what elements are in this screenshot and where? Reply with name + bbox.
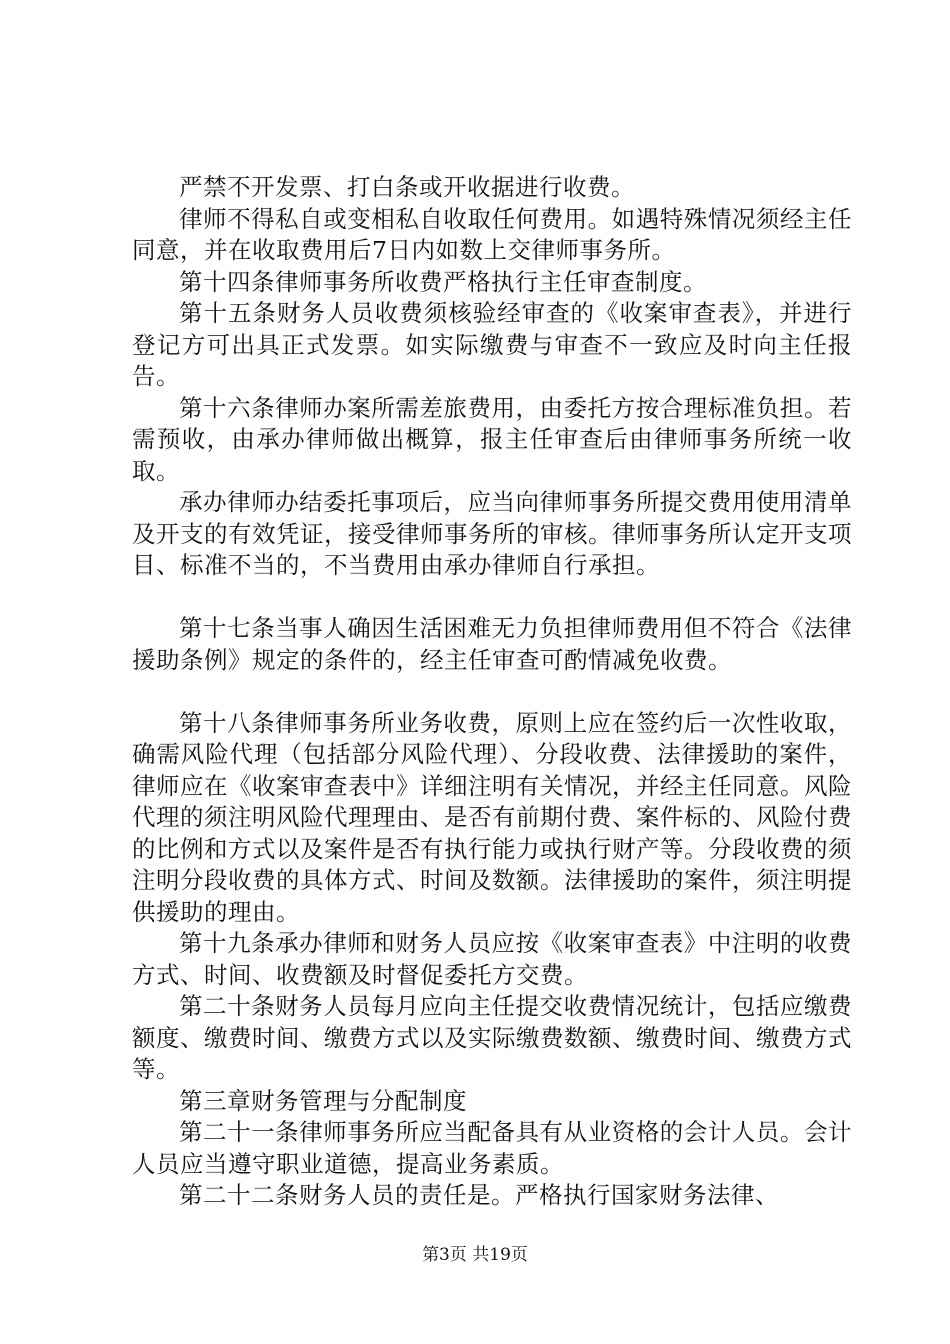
chapter-3-heading: 第三章财务管理与分配制度 [179,1086,467,1115]
paragraph-article-15: 第十五条财务人员收费须核验经审查的《收案审查表》，并进行登记方可出具正式发票。如实际缴费与审查不一致应及时向主任报告。 [132,299,852,390]
page-number-footer: 第3页 共19页 [422,1245,528,1265]
paragraph-expense-settlement: 承办律师办结委托事项后，应当向律师事务所提交费用使用清单及开支的有效凭证，接受律师事务所的审核。律师事务所认定开支项目、标准不当的，不当费用由承办律师自行承担。 [132,488,852,579]
paragraph-no-receipt-ban: 严禁不开发票、打白条或开收据进行收费。 [179,173,635,201]
paragraph-article-19: 第十九条承办律师和财务人员应按《收案审查表》中注明的收费方式、时间、收费额及时督促委托方交费。 [132,929,852,989]
paragraph-article-21: 第二十一条律师事务所应当配备具有从业资格的会计人员。会计人员应当遵守职业道德，提高业务素质。 [132,1118,852,1178]
paragraph-article-22: 第二十二条财务人员的责任是。严格执行国家财务法律、 [179,1181,779,1209]
paragraph-article-16: 第十六条律师办案所需差旅费用，由委托方按合理标准负担。若需预收，由承办律师做出概算，报主任审查后由律师事务所统一收取。 [132,393,852,485]
paragraph-article-20: 第二十条财务人员每月应向主任提交收费情况统计，包括应缴费额度、缴费时间、缴费方式以及实际缴费数额、缴费时间、缴费方式等。 [132,992,852,1083]
paragraph-private-fee-ban: 律师不得私自或变相私自收取任何费用。如遇特殊情况须经主任同意，并在收取费用后7日内如数上交律师事务所。 [132,204,852,264]
paragraph-article-18: 第十八条律师事务所业务收费，原则上应在签约后一次性收取，确需风险代理（包括部分风险代理）、分段收费、法律援助的案件，律师应在《收案审查表中》详细注明有关情况，并经主任同意。风险代理的须注明风险代理理由、是否有前期付费、案件标的、风险付费的比例和方式以及案件是否有执行能力或执行财产等。分段收费的须注明分段收费的具体方式、时间及数额。法律援助的案件，须注明提供援助的理由。 [132,708,852,926]
document-body [132,172,852,1212]
paragraph-article-14: 第十四条律师事务所收费严格执行主任审查制度。 [179,267,707,296]
paragraph-article-17: 第十七条当事人确因生活困难无力负担律师费用但不符合《法律援助条例》规定的条件的，经主任审查可酌情减免收费。 [132,614,852,674]
